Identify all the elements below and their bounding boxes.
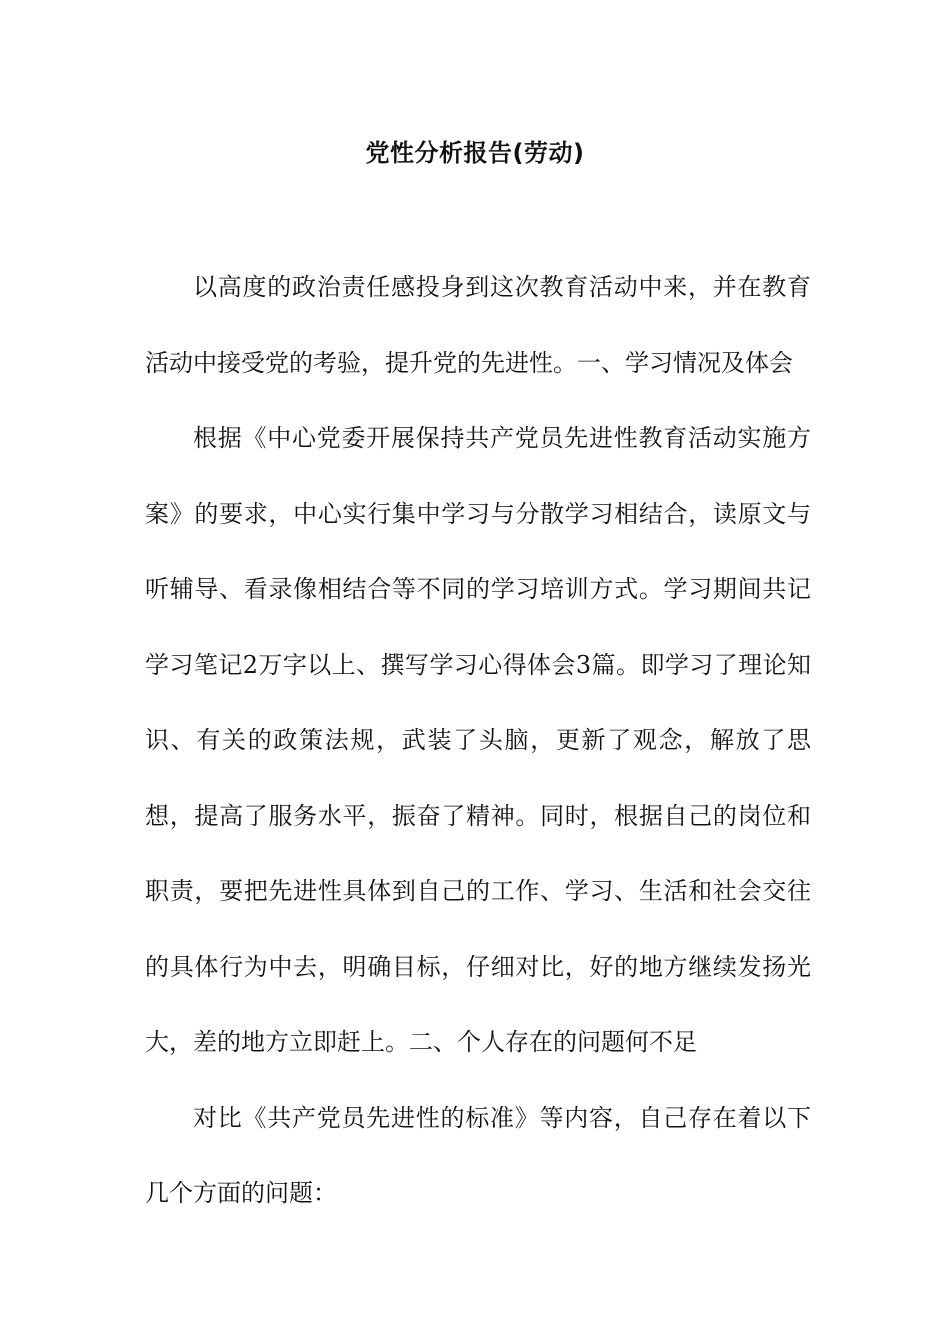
paragraph-problems-intro: 对比《共产党员先进性的标准》等内容，自己存在着以下几个方面的问题： (145, 1103, 811, 1207)
paragraph-study-details: 根据《中心党委开展保持共产党员先进性教育活动实施方案》的要求，中心实行集中学习与分散学习相结合，读原文与听辅导、看录像相结合等不同的学习培训方式。学习期间共记学习笔记2万字以上、撰写学习心得体会3篇。即学习了理论知识、有关的政策法规，武装了头脑，更新了观念，解放了思想，提高了服务水平，振奋了精神。同时，根据自己的岗位和职责，要把先进性具体到自己的工作、学习、生活和社会交往的具体行为中去，明确目标，仔细对比，好的地方继续发扬光大，差的地方立即赶上。二、个人存在的问题何不足 (145, 424, 811, 1056)
paragraph-study-intro: 以高度的政治责任感投身到这次教育活动中来，并在教育活动中接受党的考验，提升党的先进性。一、学习情况及体会 (145, 273, 811, 377)
document-body (145, 250, 811, 1232)
document-title: 党性分析报告(劳动) (365, 139, 585, 167)
